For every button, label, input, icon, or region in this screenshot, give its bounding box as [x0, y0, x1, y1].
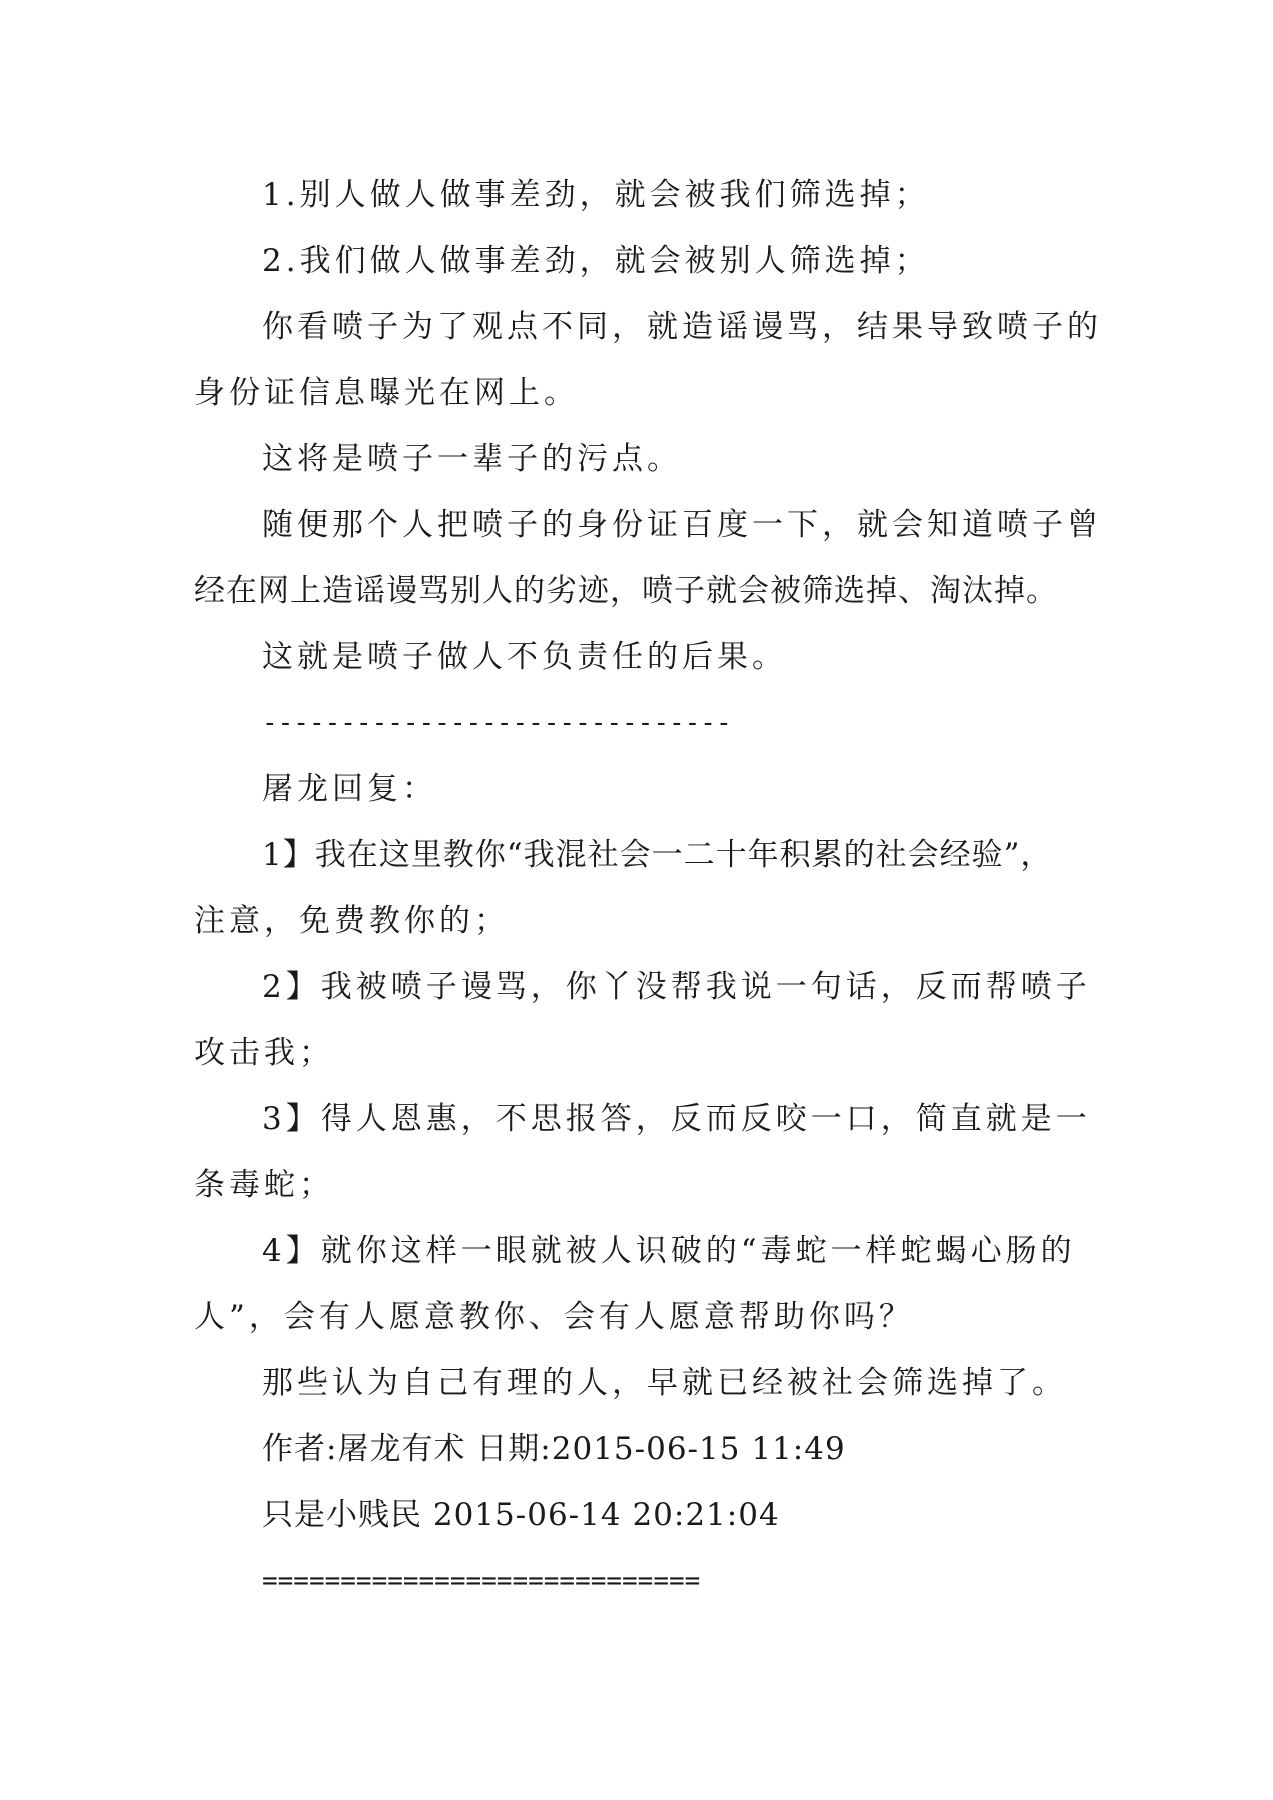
reply-heading: 屠龙回复：	[262, 771, 437, 807]
paragraph-line: 3】得人恩惠，不思报答，反而反咬一口，简直就是一	[262, 1101, 1091, 1137]
paragraph-line: 2】我被喷子谩骂，你丫没帮我说一句话，反而帮喷子	[262, 969, 1091, 1005]
paragraph-line: 经在网上造谣谩骂别人的劣迹，喷子就会被筛选掉、淘汰掉。	[194, 573, 1058, 609]
paragraph-line: 那些认为自己有理的人，早就已经被社会筛选掉了。	[262, 1365, 1067, 1401]
paragraph-line: 随便那个人把喷子的身份证百度一下，就会知道喷子曾	[262, 507, 1102, 543]
author-date-line: 作者:屠龙有术 日期:2015-06-15 11:49	[262, 1431, 846, 1467]
paragraph-line: 这将是喷子一辈子的污点。	[262, 441, 682, 477]
paragraph-line: 2.我们做人做事差劲，就会被别人筛选掉；	[262, 243, 930, 279]
document-body	[194, 162, 1102, 1614]
paragraph-line: 注意，免费教你的；	[194, 903, 509, 939]
quoted-user-line: 只是小贱民 2015-06-14 20:21:04	[262, 1497, 780, 1533]
paragraph-line: 1】我在这里教你“我混社会一二十年积累的社会经验”，	[262, 837, 1053, 873]
paragraph-line: 攻击我；	[194, 1035, 334, 1071]
paragraph-line: 这就是喷子做人不负责任的后果。	[262, 639, 787, 675]
paragraph-line: 身份证信息曝光在网上。	[194, 375, 579, 411]
separator-line: ============================	[262, 1566, 701, 1596]
paragraph-line: 人”，会有人愿意教你、会有人愿意帮助你吗？	[194, 1299, 914, 1335]
paragraph-line: 条毒蛇；	[194, 1167, 334, 1203]
paragraph-line: 1.别人做人做事差劲，就会被我们筛选掉；	[262, 177, 930, 213]
paragraph-line: 你看喷子为了观点不同，就造谣谩骂，结果导致喷子的	[262, 309, 1102, 345]
separator-line: ------------------------------	[262, 708, 732, 738]
paragraph-line: 4】就你这样一眼就被人识破的“毒蛇一样蛇蝎心肠的	[262, 1233, 1076, 1269]
